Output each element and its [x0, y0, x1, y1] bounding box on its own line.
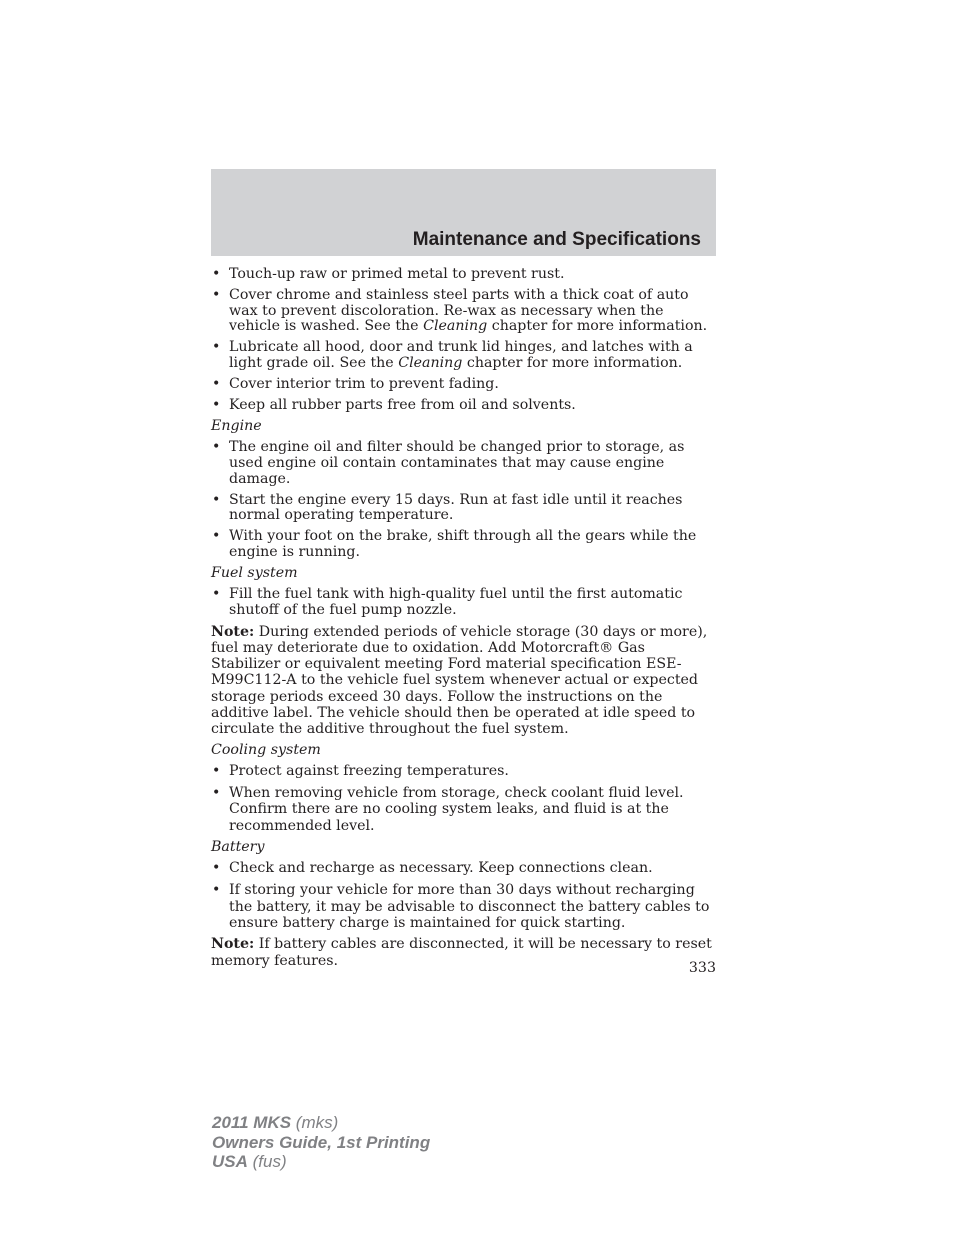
subheading-cooling-system: Cooling system [211, 741, 321, 758]
list-item [211, 340, 717, 371]
subheading-battery: Battery [211, 839, 265, 856]
chapter-reference: Cleaning [398, 354, 463, 371]
list-item-text: If storing your vehicle for more than 30 days without recharging the battery, it may be advisable to disconnect the battery cables to ensure battery charge is maintained for quick starting. [229, 882, 710, 931]
list-item-text: With your foot on the brake, shift through all the gears while the engine is running. [229, 528, 697, 560]
subheading-fuel-system: Fuel system [211, 565, 298, 581]
note-text: If battery cables are disconnected, it will be necessary to reset memory features. [211, 936, 712, 969]
list-item-text: The engine oil and filter should be changed prior to storage, as used engine oil contain contaminates that may cause engine damage. [229, 439, 685, 487]
chapter-reference: Cleaning [423, 318, 488, 335]
list-item [211, 861, 717, 877]
footer-model: 2011 MKS [212, 1113, 292, 1132]
list-item [211, 587, 717, 618]
list-item-text: Cover interior trim to prevent fading. [229, 376, 499, 393]
body-text [211, 267, 717, 974]
bullet-icon: • [212, 376, 221, 393]
note-label: Note: [211, 936, 255, 953]
list-item-text: chapter for more information. [462, 354, 683, 371]
bullet-icon: • [212, 397, 221, 414]
bullet-icon: • [212, 339, 221, 356]
list-item [211, 267, 717, 283]
page-number: 333 [688, 960, 716, 976]
list-item-text: Touch-up raw or primed metal to prevent rust. [229, 266, 565, 282]
footer-market: USA [212, 1152, 248, 1171]
footer-line-market [212, 1152, 430, 1172]
footer-market-code: (fus) [247, 1152, 287, 1171]
subheading-engine: Engine [211, 418, 262, 435]
list-item-text: When removing vehicle from storage, check coolant fluid level. Confirm there are no cooling system leaks, and fluid is at the recommended level. [229, 784, 684, 835]
list-item [211, 882, 717, 931]
list-item [211, 440, 717, 487]
list-item [211, 288, 717, 335]
bullet-icon: • [212, 784, 221, 801]
note-text: During extended periods of vehicle storage (30 days or more), fuel may deteriorate due to oxidation. Add Motorcraft® Gas Stabilizer or equivalent meeting Ford material specification ESE-M99C112-A to the vehicle fuel system whenever actual or expected storage periods exceed 30 days. Follow the instructions on the additive label. The vehicle should then be operated at idle speed to circulate the additive throughout the fuel system. [211, 623, 708, 737]
bullet-icon: • [212, 860, 221, 877]
list-item-text: chapter for more information. [487, 318, 708, 335]
bullet-icon: • [212, 882, 221, 899]
list-item-text: Check and recharge as necessary. Keep connections clean. [229, 860, 653, 877]
footer-line-model [212, 1113, 430, 1133]
note-label: Note: [211, 623, 255, 640]
list-item [211, 785, 717, 835]
list-item-text: Keep all rubber parts free from oil and solvents. [229, 397, 576, 414]
bullet-icon: • [212, 287, 221, 304]
list-item-text: Lubricate all hood, door and trunk lid hinges, and latches with a light grade oil. See the [229, 339, 693, 371]
bullet-icon: • [212, 586, 221, 603]
list-item-text: Start the engine every 15 days. Run at fast idle until it reaches normal operating temperature. [229, 491, 683, 524]
footer-imprint [212, 1113, 430, 1172]
footer-model-code: (mks) [291, 1113, 339, 1132]
bullet-icon: • [212, 528, 221, 545]
list-item [211, 398, 717, 414]
footer-line-printing [212, 1133, 430, 1153]
list-item [211, 529, 717, 560]
bullet-icon: • [212, 491, 221, 508]
bullet-icon: • [212, 266, 221, 282]
bullet-icon: • [212, 439, 221, 456]
note-fuel [211, 624, 717, 737]
footer-printing: Owners Guide, 1st Printing [212, 1132, 431, 1152]
list-item [211, 493, 717, 524]
list-item [211, 377, 717, 393]
list-item-text: Protect against freezing temperatures. [229, 762, 509, 779]
section-title: Maintenance and Specifications [412, 229, 701, 250]
list-item-text: Fill the fuel tank with high-quality fuel until the first automatic shutoff of the fuel pump nozzle. [229, 586, 683, 618]
list-item [211, 764, 717, 780]
note-battery [211, 936, 717, 968]
list-item-text: Cover chrome and stainless steel parts with a thick coat of auto wax to prevent discoloration. Re-wax as necessary when the vehicle is washed. See the [229, 287, 689, 335]
section-header-band [211, 169, 716, 256]
bullet-icon: • [212, 762, 221, 779]
